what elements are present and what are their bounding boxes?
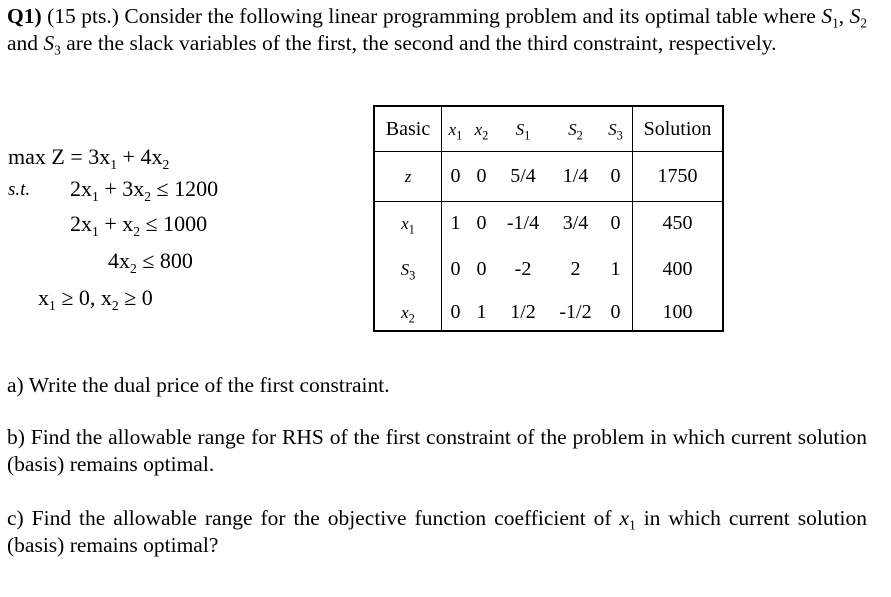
part-b: b) Find the allowable range for RHS of the first constraint of the problem in which current solution (basis) remains optimal. [7, 425, 867, 476]
header-x1: $x_1$ [442, 106, 470, 152]
table-row [374, 202, 723, 246]
question-intro: Q1) (15 pts.) Consider the following linear programming problem and its optimal table where $S_1$, $S_2$ and $S_3$ are the slack variables of the first, the second and the third constraint, respectively. [7, 4, 868, 58]
lp-constraint-3: $4x_2 \le 800$ [108, 248, 193, 276]
cell-value: 3/4 [562, 212, 589, 234]
cell-value: -1/2 [559, 300, 592, 323]
part-c-text-1: c) Find the allowable range for the objective function coefficient of [7, 506, 612, 530]
lp-st-label: s.t. [8, 179, 31, 200]
intro-text-3: are the slack variables of the first, the second and the third constraint, respectively. [66, 31, 777, 55]
cell-value: 1/2 [510, 300, 536, 323]
cell-value: -1/4 [506, 212, 540, 234]
cell-value: 1/4 [552, 152, 599, 202]
cell-value: 2 [570, 258, 581, 280]
table-row [374, 245, 723, 294]
header-solution: Solution [633, 106, 724, 152]
cell-value: 1 [610, 258, 621, 280]
part-c: c) Find the allowable range for the objective function coefficient of $x_1$ in which current solution (basis) remains optimal? [7, 506, 868, 557]
cell-solution: 450 [633, 202, 724, 246]
optimal-table [373, 105, 724, 332]
header-s1: $S_1$ [494, 106, 552, 152]
intro-text-1: Consider the following linear programming problem and its optimal table where [124, 4, 816, 28]
part-a: a) Write the dual price of the first constraint. [7, 373, 390, 397]
header-s3: $S_3$ [599, 106, 633, 152]
question-number: Q1) [7, 4, 42, 28]
basic-var: $x_1$ [401, 214, 415, 237]
header-s2: $S_2$ [552, 106, 599, 152]
part-c-text-2: in which current solution (basis) remains optimal? [7, 506, 868, 557]
basic-var: z [374, 152, 442, 202]
cell-value: 0 [610, 300, 621, 323]
cell-value: 0 [442, 245, 470, 294]
cell-value: 0 [599, 152, 633, 202]
table-row [374, 152, 723, 202]
basic-var: $S_3$ [400, 260, 416, 283]
cell-value: 0 [469, 152, 494, 202]
cell-solution: 1750 [633, 152, 724, 202]
cell-value: 1 [442, 202, 470, 246]
cell-value: 1 [476, 300, 487, 323]
table-header-row [374, 106, 723, 152]
intro-text-2: and [7, 31, 39, 55]
cell-value: 0 [442, 152, 470, 202]
cell-value: 0 [610, 212, 621, 234]
cell-value: 5/4 [494, 152, 552, 202]
question-points: (15 pts.) [47, 4, 119, 28]
table-row [374, 294, 723, 331]
cell-value: -2 [514, 258, 532, 280]
cell-value: 0 [476, 258, 487, 280]
lp-constraint-1: $2x_1 + 3x_2 \le 1200$ [70, 176, 219, 204]
lp-constraint-2: $2x_1 + x_2 \le 1000$ [70, 211, 208, 239]
header-x2: $x_2$ [469, 106, 494, 152]
header-basic: Basic [374, 106, 442, 152]
lp-objective: $\max Z = 3x_1 + 4x_2$ [8, 144, 170, 172]
cell-solution: 100 [633, 294, 724, 331]
cell-value: 0 [476, 212, 487, 234]
cell-value: 0 [442, 294, 470, 331]
basic-var: $x_2$ [401, 302, 415, 325]
cell-solution: 400 [633, 245, 724, 294]
lp-nonnegativity: $x_1 \ge 0$, $x_2 \ge 0$ [38, 285, 153, 313]
